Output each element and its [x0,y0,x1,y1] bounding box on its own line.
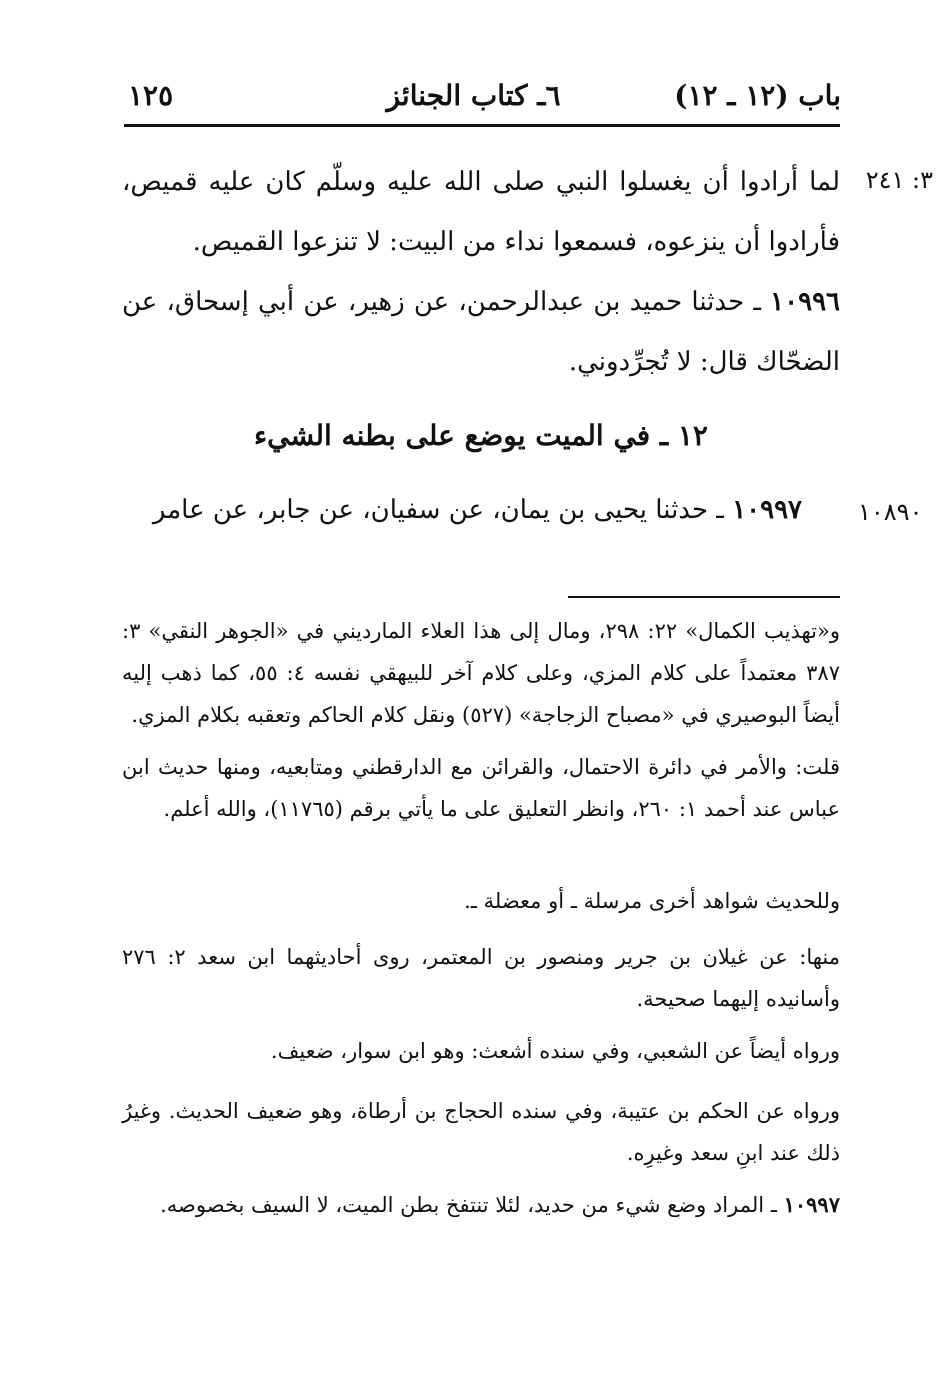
footnote-hadith-10997 [122,1184,840,1226]
footnote-paragraph: و«تهذيب الكمال» ٢٢: ٢٩٨، ومال إلى هذا العلاء المارديني في «الجوهر النقي» ٣: ٣٨٧ معتمداً على كلام المزي، وعلى كلام آخر للبيهقي نفسه ٤: ٥٥، كما ذهب إليه أيضاً البوصيري في «مصباح الزجاجة» (٥٢٧) ونقل كلام الحاكم وتعقبه بكلام المزي. [122,619,840,727]
paragraph-continuation: لما أرادوا أن يغسلوا النبي صلى الله عليه وسلّم كان عليه قميص، فأرادوا أن ينزعوه، فسمعوا نداء من البيت: لا تنزعوا القميص. [122,167,840,257]
footnote-text: ـ المراد وضع شيء من حديد، لئلا تنتفخ بطن الميت، لا السيف بخصوصه. [160,1193,784,1217]
chapter-heading: ١٢ ـ في الميت يوضع على بطنه الشيء [254,419,708,452]
hadith-text: ـ حدثنا حميد بن عبدالرحمن، عن زهير، عن أبي إسحاق، عن الضحّاك قال: لا تُجرِّدوني. [122,287,840,377]
footnote-number: ١٠٩٩٧ [783,1192,840,1217]
header-book-title: ٦ـ كتاب الجنائز [386,79,561,112]
footnote-paragraph: ورواه أيضاً عن الشعبي، وفي سنده أشعث: وهو ابن سوار، ضعيف. [270,1039,840,1063]
footnote-paragraph: ورواه عن الحكم بن عتيبة، وفي سنده الحجاج بن أرطاة، وهو ضعيف الحديث. وغيرُ ذلك عند ابنِ سعد وغيرِه. [122,1099,840,1165]
footnote-paragraph: منها: عن غيلان بن جرير ومنصور بن المعتمر، روى أحاديثهما ابن سعد ٢: ٢٧٦ وأسانيده إليهما صحيحة. [122,945,840,1011]
hadith-number: ١٠٩٩٦ [770,287,840,317]
header-chapter: باب (١٢ ـ ١٢) [674,79,841,112]
hadith-text: ـ حدثنا يحيى بن يمان، عن سفيان، عن جابر، عن عامر [152,495,733,525]
header-rule [124,124,840,127]
hadith-10996 [122,272,840,392]
hadith-10997 [122,480,802,540]
margin-reference: ١٠٨٩٠ [858,498,923,526]
hadith-number: ١٠٩٩٧ [732,495,802,525]
footnote-paragraph: وللحديث شواهد أخرى مرسلة ـ أو معضلة ـ. [464,889,840,913]
footnote-separator [568,596,840,598]
page-number: ١٢٥ [128,79,174,112]
margin-reference: ٣: ٢٤١ [865,166,933,194]
footnote-paragraph: قلت: والأمر في دائرة الاحتمال، والقرائن مع الدارقطني ومتابعيه، ومنها حديث ابن عباس عند أحمد ١: ٢٦٠، وانظر التعليق على ما يأتي برقم (١١٧٦٥)، والله أعلم. [122,755,840,821]
